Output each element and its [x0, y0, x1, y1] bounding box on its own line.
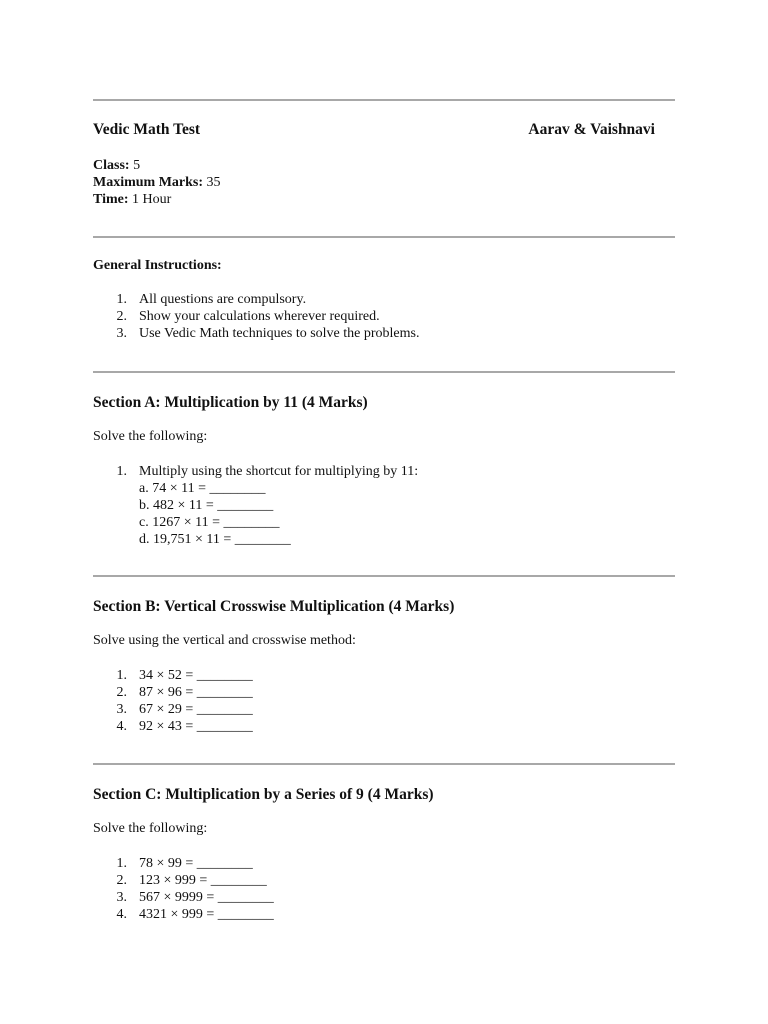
class-line: [93, 157, 221, 174]
list-item: 3. 567 × 9999 = ________: [116, 890, 274, 905]
time-line: [93, 191, 221, 208]
test-meta: [93, 157, 221, 208]
list-item: 4. 92 × 43 = ________: [116, 719, 253, 734]
instructions-list: [93, 291, 675, 342]
question-part: d. 19,751 × 11 = ________: [139, 532, 291, 547]
instructions-heading: General Instructions:: [93, 258, 222, 273]
list-item: 1. All questions are compulsory.: [116, 292, 307, 307]
section-a-list: [93, 463, 675, 548]
marks-value: 35: [206, 175, 221, 190]
marks-label: Maximum Marks:: [93, 175, 204, 190]
divider-instructions: [93, 236, 675, 238]
list-item: 4. 4321 × 999 = ________: [116, 907, 274, 922]
list-item: 2. 87 × 96 = ________: [116, 685, 253, 700]
divider-section-b: [93, 575, 675, 577]
time-label: Time:: [93, 192, 129, 207]
section-c-prompt: Solve the following:: [93, 821, 208, 836]
divider-top: [93, 99, 675, 101]
test-page: [93, 0, 675, 1024]
divider-section-c: [93, 763, 675, 765]
section-a-title: Section A: Multiplication by 11 (4 Marks): [93, 394, 368, 411]
section-b-title: Section B: Vertical Crosswise Multiplication (4 Marks): [93, 598, 455, 615]
section-a-prompt: Solve the following:: [93, 429, 208, 444]
time-value: 1 Hour: [132, 192, 172, 207]
list-item: 1. 78 × 99 = ________: [116, 856, 253, 871]
section-c-list: [93, 855, 675, 923]
class-label: Class:: [93, 158, 130, 173]
marks-line: [93, 174, 221, 191]
list-item: 1. Multiply using the shortcut for multiplying by 11:: [116, 464, 419, 479]
header: [93, 121, 675, 139]
section-c-title: Section C: Multiplication by a Series of 9 (4 Marks): [93, 786, 434, 803]
section-b-prompt: Solve using the vertical and crosswise method:: [93, 633, 356, 648]
list-item: 2. 123 × 999 = ________: [116, 873, 267, 888]
list-item: 2. Show your calculations wherever required.: [116, 309, 380, 324]
section-b-list: [93, 667, 675, 735]
list-item: 3. Use Vedic Math techniques to solve the problems.: [116, 326, 420, 341]
question-part: c. 1267 × 11 = ________: [139, 515, 280, 530]
authors: Aarav & Vaishnavi: [528, 121, 655, 138]
question-part: b. 482 × 11 = ________: [139, 498, 274, 513]
list-item: 3. 67 × 29 = ________: [116, 702, 253, 717]
question-part: a. 74 × 11 = ________: [139, 481, 266, 496]
test-title: Vedic Math Test: [93, 121, 201, 138]
class-value: 5: [133, 158, 141, 173]
divider-section-a: [93, 371, 675, 373]
list-item: 1. 34 × 52 = ________: [116, 668, 253, 683]
